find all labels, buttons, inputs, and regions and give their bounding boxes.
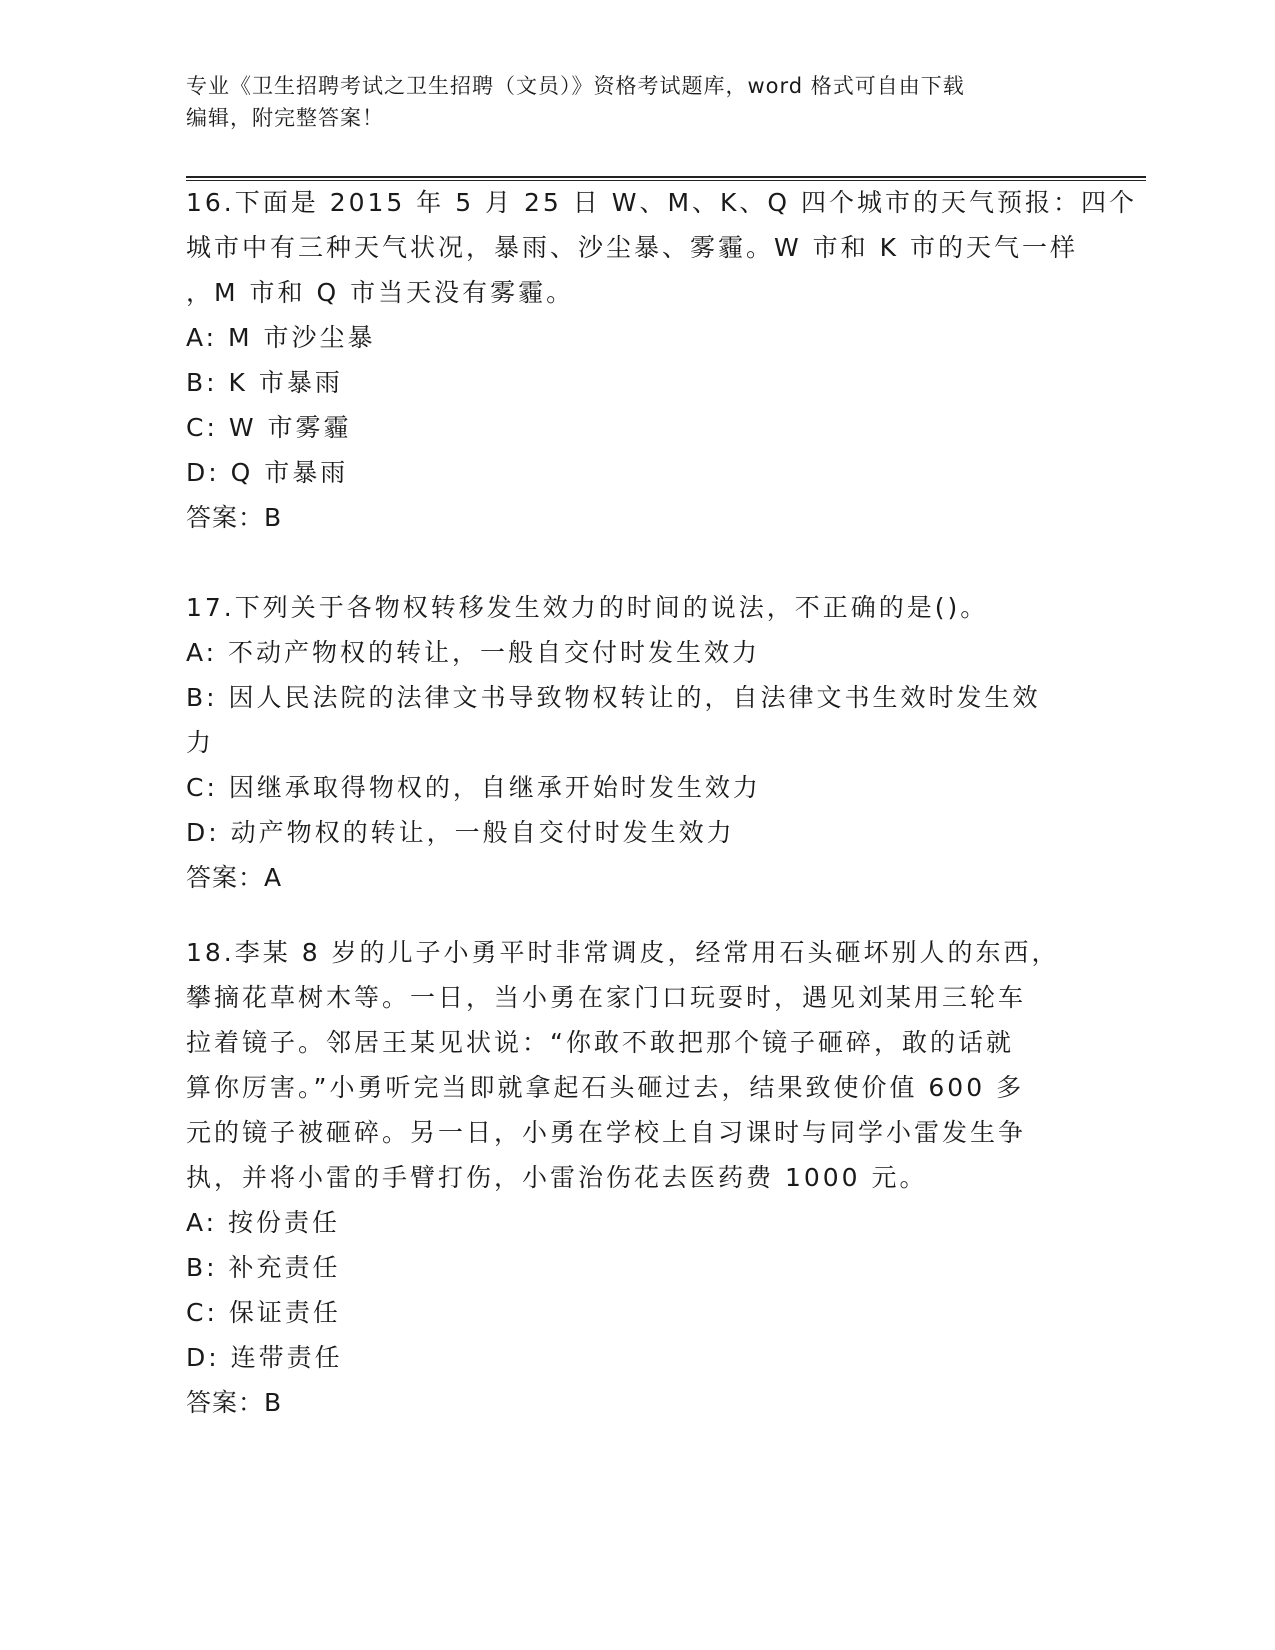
option-c: C: 因继承取得物权的，自继承开始时发生效力 bbox=[186, 773, 761, 802]
question-stem-line: 执，并将小雷的手臂打伤，小雷治伤花去医药费 1000 元。 bbox=[186, 1163, 928, 1192]
answer-label: 答案：B bbox=[186, 1388, 283, 1417]
question-stem-line: 城市中有三种天气状况，暴雨、沙尘暴、雾霾。W 市和 K 市的天气一样 bbox=[186, 233, 1078, 262]
answer-label: 答案：B bbox=[186, 503, 283, 532]
question-17 bbox=[186, 585, 1066, 900]
option-d: D: 动产物权的转让，一般自交付时发生效力 bbox=[186, 818, 735, 847]
option-a: A: 按份责任 bbox=[186, 1208, 341, 1237]
option-d: D: 连带责任 bbox=[186, 1343, 343, 1372]
question-stem-line: 元的镜子被砸碎。另一日，小勇在学校上自习课时与同学小雷发生争 bbox=[186, 1118, 1027, 1147]
option-a: A: 不动产物权的转让，一般自交付时发生效力 bbox=[186, 638, 761, 667]
question-stem-line: ，M 市和 Q 市当天没有雾霾。 bbox=[186, 278, 575, 307]
answer-label: 答案：A bbox=[186, 863, 283, 892]
question-16 bbox=[186, 180, 1138, 540]
option-d: D: Q 市暴雨 bbox=[186, 458, 349, 487]
header-line-1: 专业《卫生招聘考试之卫生招聘（文员）》资格考试题库，word 格式可自由下载 bbox=[186, 74, 965, 98]
question-stem-line: 17.下列关于各物权转移发生效力的时间的说法，不正确的是()。 bbox=[186, 593, 989, 622]
option-b: B: 补充责任 bbox=[186, 1253, 341, 1282]
option-b-continuation: 力 bbox=[186, 728, 215, 757]
option-c: C: W 市雾霾 bbox=[186, 413, 352, 442]
question-stem-line: 18.李某 8 岁的儿子小勇平时非常调皮，经常用石头砸坏别人的东西， bbox=[186, 938, 1060, 967]
header-line-2: 编辑，附完整答案！ bbox=[186, 106, 384, 130]
option-a: A: M 市沙尘暴 bbox=[186, 323, 376, 352]
option-c: C: 保证责任 bbox=[186, 1298, 341, 1327]
question-stem-line: 算你厉害。”小勇听完当即就拿起石头砸过去，结果致使价值 600 多 bbox=[186, 1073, 1025, 1102]
document-header bbox=[186, 70, 1066, 134]
question-stem-line: 拉着镜子。邻居王某见状说：“你敢不敢把那个镜子砸碎，敢的话就 bbox=[186, 1028, 1014, 1057]
question-stem-line: 16.下面是 2015 年 5 月 25 日 W、M、K、Q 四个城市的天气预报：四个 bbox=[186, 188, 1138, 217]
question-18 bbox=[186, 930, 1066, 1425]
option-b: B: K 市暴雨 bbox=[186, 368, 343, 397]
question-stem-line: 攀摘花草树木等。一日，当小勇在家门口玩耍时，遇见刘某用三轮车 bbox=[186, 983, 1027, 1012]
option-b: B: 因人民法院的法律文书导致物权转让的，自法律文书生效时发生效 bbox=[186, 683, 1041, 712]
